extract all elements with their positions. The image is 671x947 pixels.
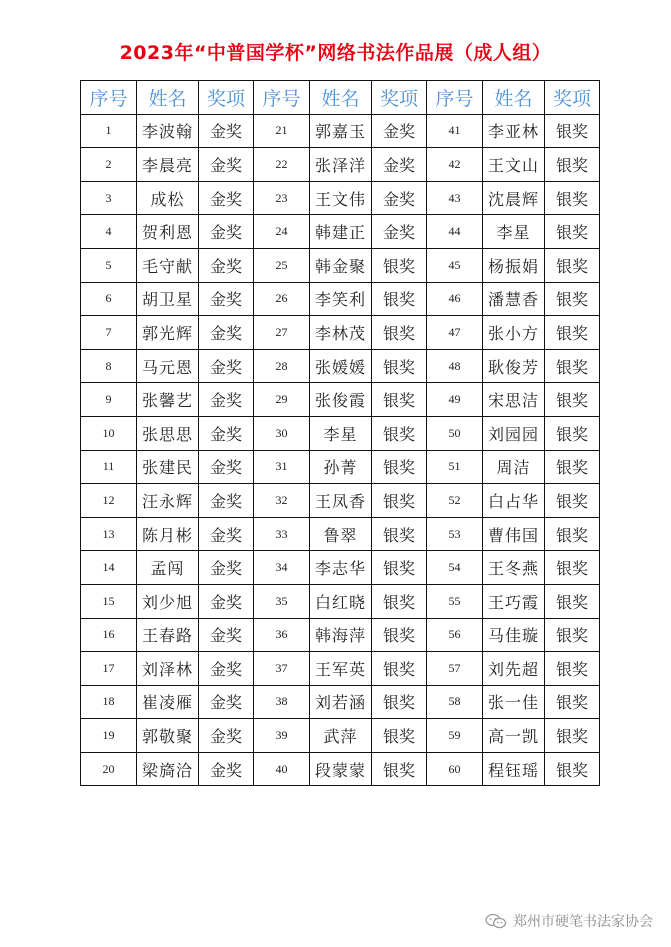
cell-name: 李志华 (310, 551, 372, 585)
cell-name: 李星 (483, 215, 545, 249)
cell-name: 王凤香 (310, 484, 372, 518)
cell-index: 21 (254, 114, 310, 148)
cell-index: 25 (254, 248, 310, 282)
table-row (81, 416, 600, 450)
cell-award: 银奖 (545, 282, 600, 316)
table-row (81, 752, 600, 786)
table-row (81, 584, 600, 618)
cell-index: 6 (81, 282, 137, 316)
cell-award: 银奖 (545, 551, 600, 585)
cell-index: 2 (81, 148, 137, 182)
cell-name: 孙菁 (310, 450, 372, 484)
cell-name: 武萍 (310, 719, 372, 753)
cell-award: 银奖 (545, 248, 600, 282)
table-row (81, 215, 600, 249)
cell-name: 耿俊芳 (483, 349, 545, 383)
table-row (81, 181, 600, 215)
awards-table (80, 80, 600, 786)
column-header-index: 序号 (81, 81, 137, 115)
cell-name: 王巧霞 (483, 584, 545, 618)
column-header-index: 序号 (254, 81, 310, 115)
cell-award: 金奖 (372, 114, 427, 148)
cell-award: 金奖 (199, 685, 254, 719)
cell-award: 银奖 (545, 215, 600, 249)
column-header-award: 奖项 (199, 81, 254, 115)
cell-index: 39 (254, 719, 310, 753)
cell-index: 20 (81, 752, 137, 786)
cell-name: 张泽洋 (310, 148, 372, 182)
cell-index: 5 (81, 248, 137, 282)
cell-index: 27 (254, 316, 310, 350)
cell-index: 53 (427, 517, 483, 551)
cell-award: 银奖 (372, 450, 427, 484)
table-row (81, 349, 600, 383)
cell-award: 银奖 (545, 450, 600, 484)
cell-index: 3 (81, 181, 137, 215)
cell-award: 银奖 (372, 618, 427, 652)
cell-award: 金奖 (199, 416, 254, 450)
cell-index: 40 (254, 752, 310, 786)
cell-name: 贺利恩 (137, 215, 199, 249)
cell-name: 曹伟国 (483, 517, 545, 551)
cell-award: 金奖 (199, 752, 254, 786)
cell-name: 刘园园 (483, 416, 545, 450)
cell-award: 银奖 (545, 114, 600, 148)
cell-index: 19 (81, 719, 137, 753)
cell-index: 17 (81, 652, 137, 686)
cell-index: 41 (427, 114, 483, 148)
cell-name: 成松 (137, 181, 199, 215)
cell-award: 金奖 (372, 181, 427, 215)
cell-award: 银奖 (372, 282, 427, 316)
table-row (81, 316, 600, 350)
cell-name: 张馨艺 (137, 383, 199, 417)
cell-award: 金奖 (199, 383, 254, 417)
cell-name: 韩金聚 (310, 248, 372, 282)
cell-name: 刘泽林 (137, 652, 199, 686)
cell-name: 李林茂 (310, 316, 372, 350)
cell-index: 37 (254, 652, 310, 686)
cell-index: 22 (254, 148, 310, 182)
cell-award: 银奖 (545, 752, 600, 786)
cell-index: 28 (254, 349, 310, 383)
cell-name: 宋思洁 (483, 383, 545, 417)
table-row (81, 551, 600, 585)
cell-name: 周洁 (483, 450, 545, 484)
cell-award: 银奖 (545, 349, 600, 383)
cell-index: 46 (427, 282, 483, 316)
table-row (81, 517, 600, 551)
cell-name: 毛守献 (137, 248, 199, 282)
cell-name: 刘若涵 (310, 685, 372, 719)
cell-award: 金奖 (199, 114, 254, 148)
cell-name: 汪永辉 (137, 484, 199, 518)
cell-index: 45 (427, 248, 483, 282)
cell-index: 10 (81, 416, 137, 450)
column-header-award: 奖项 (372, 81, 427, 115)
cell-name: 程钰瑶 (483, 752, 545, 786)
cell-index: 14 (81, 551, 137, 585)
cell-name: 张一佳 (483, 685, 545, 719)
cell-award: 银奖 (545, 484, 600, 518)
cell-award: 银奖 (372, 248, 427, 282)
cell-name: 王军英 (310, 652, 372, 686)
table-row (81, 652, 600, 686)
cell-award: 银奖 (372, 652, 427, 686)
cell-award: 金奖 (199, 584, 254, 618)
cell-name: 潘慧香 (483, 282, 545, 316)
cell-award: 银奖 (545, 181, 600, 215)
cell-name: 白红晓 (310, 584, 372, 618)
cell-name: 刘少旭 (137, 584, 199, 618)
cell-award: 金奖 (199, 618, 254, 652)
cell-award: 银奖 (545, 517, 600, 551)
cell-name: 李星 (310, 416, 372, 450)
column-header-name: 姓名 (137, 81, 199, 115)
cell-name: 张思思 (137, 416, 199, 450)
cell-award: 金奖 (372, 148, 427, 182)
wechat-icon (485, 913, 507, 929)
cell-index: 15 (81, 584, 137, 618)
cell-award: 金奖 (199, 282, 254, 316)
cell-award: 金奖 (199, 652, 254, 686)
cell-name: 郭嘉玉 (310, 114, 372, 148)
table-header-row (81, 81, 600, 115)
cell-index: 9 (81, 383, 137, 417)
cell-index: 56 (427, 618, 483, 652)
cell-index: 58 (427, 685, 483, 719)
cell-award: 银奖 (545, 416, 600, 450)
cell-index: 4 (81, 215, 137, 249)
cell-award: 银奖 (372, 551, 427, 585)
cell-award: 金奖 (199, 248, 254, 282)
cell-name: 胡卫星 (137, 282, 199, 316)
cell-index: 57 (427, 652, 483, 686)
cell-award: 金奖 (199, 349, 254, 383)
cell-award: 银奖 (545, 316, 600, 350)
cell-name: 马元恩 (137, 349, 199, 383)
cell-index: 35 (254, 584, 310, 618)
cell-index: 18 (81, 685, 137, 719)
cell-award: 银奖 (545, 652, 600, 686)
table-row (81, 719, 600, 753)
cell-index: 23 (254, 181, 310, 215)
column-header-award: 奖项 (545, 81, 600, 115)
cell-index: 48 (427, 349, 483, 383)
cell-award: 银奖 (372, 383, 427, 417)
cell-award: 金奖 (199, 551, 254, 585)
cell-name: 杨振娟 (483, 248, 545, 282)
document-title: 2023年“中普国学杯”网络书法作品展（成人组） (119, 42, 552, 64)
cell-index: 12 (81, 484, 137, 518)
table-row (81, 618, 600, 652)
cell-name: 段蒙蒙 (310, 752, 372, 786)
cell-index: 13 (81, 517, 137, 551)
cell-index: 43 (427, 181, 483, 215)
cell-index: 1 (81, 114, 137, 148)
cell-award: 银奖 (545, 719, 600, 753)
cell-name: 李亚林 (483, 114, 545, 148)
table-row (81, 484, 600, 518)
cell-name: 李波翰 (137, 114, 199, 148)
cell-index: 55 (427, 584, 483, 618)
cell-index: 52 (427, 484, 483, 518)
cell-name: 韩海萍 (310, 618, 372, 652)
cell-index: 24 (254, 215, 310, 249)
cell-award: 金奖 (199, 148, 254, 182)
cell-name: 陈月彬 (137, 517, 199, 551)
column-header-name: 姓名 (310, 81, 372, 115)
cell-name: 王春路 (137, 618, 199, 652)
cell-index: 30 (254, 416, 310, 450)
cell-index: 42 (427, 148, 483, 182)
cell-award: 银奖 (372, 719, 427, 753)
cell-award: 银奖 (372, 316, 427, 350)
cell-name: 郭敬聚 (137, 719, 199, 753)
cell-name: 李笑利 (310, 282, 372, 316)
cell-award: 金奖 (199, 484, 254, 518)
cell-award: 银奖 (372, 584, 427, 618)
cell-name: 崔凌雁 (137, 685, 199, 719)
cell-award: 银奖 (372, 685, 427, 719)
cell-index: 49 (427, 383, 483, 417)
cell-award: 金奖 (199, 719, 254, 753)
cell-name: 白占华 (483, 484, 545, 518)
table-row (81, 148, 600, 182)
cell-index: 51 (427, 450, 483, 484)
cell-index: 34 (254, 551, 310, 585)
watermark (485, 911, 653, 931)
cell-award: 银奖 (372, 484, 427, 518)
cell-index: 59 (427, 719, 483, 753)
cell-award: 银奖 (372, 752, 427, 786)
cell-award: 银奖 (545, 584, 600, 618)
cell-index: 54 (427, 551, 483, 585)
cell-name: 梁旖洽 (137, 752, 199, 786)
cell-name: 高一凯 (483, 719, 545, 753)
cell-name: 王文伟 (310, 181, 372, 215)
watermark-text: 郑州市硬笔书法家协会 (513, 914, 653, 930)
table-row (81, 685, 600, 719)
table-row (81, 450, 600, 484)
table-row (81, 114, 600, 148)
cell-award: 银奖 (372, 416, 427, 450)
cell-name: 孟闯 (137, 551, 199, 585)
cell-award: 金奖 (199, 215, 254, 249)
cell-name: 鲁翠 (310, 517, 372, 551)
cell-index: 31 (254, 450, 310, 484)
cell-name: 刘先超 (483, 652, 545, 686)
cell-name: 韩建正 (310, 215, 372, 249)
cell-index: 7 (81, 316, 137, 350)
cell-index: 16 (81, 618, 137, 652)
cell-name: 郭光辉 (137, 316, 199, 350)
cell-index: 44 (427, 215, 483, 249)
cell-name: 王文山 (483, 148, 545, 182)
cell-index: 36 (254, 618, 310, 652)
cell-name: 张小方 (483, 316, 545, 350)
cell-index: 38 (254, 685, 310, 719)
cell-award: 银奖 (545, 618, 600, 652)
cell-award: 金奖 (199, 517, 254, 551)
cell-index: 29 (254, 383, 310, 417)
cell-name: 马佳璇 (483, 618, 545, 652)
cell-name: 张建民 (137, 450, 199, 484)
cell-name: 沈晨辉 (483, 181, 545, 215)
cell-index: 60 (427, 752, 483, 786)
table-row (81, 282, 600, 316)
cell-index: 32 (254, 484, 310, 518)
cell-award: 金奖 (372, 215, 427, 249)
cell-index: 33 (254, 517, 310, 551)
cell-name: 王冬燕 (483, 551, 545, 585)
cell-award: 银奖 (545, 148, 600, 182)
cell-award: 银奖 (372, 517, 427, 551)
table-row (81, 383, 600, 417)
column-header-index: 序号 (427, 81, 483, 115)
cell-award: 金奖 (199, 181, 254, 215)
cell-award: 金奖 (199, 450, 254, 484)
cell-award: 金奖 (199, 316, 254, 350)
cell-award: 银奖 (545, 383, 600, 417)
cell-index: 11 (81, 450, 137, 484)
cell-name: 张俊霞 (310, 383, 372, 417)
cell-index: 8 (81, 349, 137, 383)
cell-name: 李晨亮 (137, 148, 199, 182)
cell-index: 47 (427, 316, 483, 350)
cell-award: 银奖 (545, 685, 600, 719)
cell-award: 银奖 (372, 349, 427, 383)
table-row (81, 248, 600, 282)
cell-index: 26 (254, 282, 310, 316)
cell-name: 张媛媛 (310, 349, 372, 383)
column-header-name: 姓名 (483, 81, 545, 115)
table-body (81, 114, 600, 786)
cell-index: 50 (427, 416, 483, 450)
